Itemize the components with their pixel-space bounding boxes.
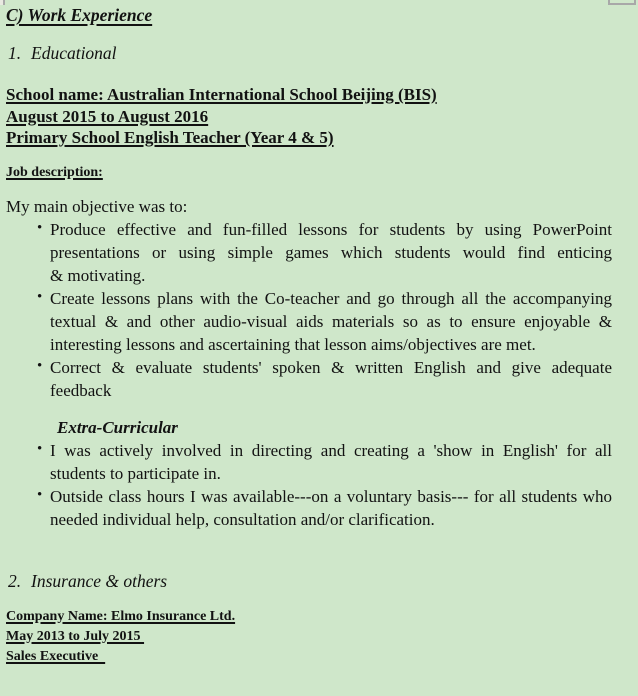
- objective-intro: My main objective was to:: [6, 196, 188, 216]
- subsection-number: 1.: [8, 43, 22, 63]
- employment-dates-line: August 2015 to August 2016: [6, 106, 209, 126]
- job-title-line: Primary School English Teacher (Year 4 & 5): [6, 128, 334, 147]
- list-item: [6, 356, 612, 402]
- company-name-line: Company Name: Elmo Insurance Ltd.: [6, 608, 236, 624]
- company-header-block: [6, 607, 612, 667]
- bullet-icon: •: [37, 486, 43, 503]
- extra-curricular-list: [6, 439, 612, 531]
- list-item: [6, 485, 612, 531]
- list-item-text: Correct & evaluate students' spoken & written English and give adequate feedback: [50, 357, 612, 400]
- subsection-insurance-heading: [6, 571, 612, 592]
- subsection-number: 2.: [8, 570, 22, 591]
- list-item-text: I was actively involved in directing and creating a 'show in English' for all students to participate in.: [50, 440, 612, 483]
- duties-list: [6, 218, 612, 402]
- section-heading: C) Work Experience: [6, 5, 153, 25]
- employment-dates-line: May 2013 to July 2015: [6, 628, 145, 644]
- subsection-educational-heading: [6, 43, 612, 64]
- bullet-icon: •: [37, 440, 43, 457]
- list-item-text: Create lessons plans with the Co-teacher and go through all the accompanying textual & and other audio-visual aids materials so as to ensure enjoyable & interesting lessons and ascertaining that lesson aims/objectives are met.: [50, 288, 612, 354]
- job-title-line: Sales Executive: [6, 648, 106, 664]
- list-item-text: Outside class hours I was available---on a voluntary basis--- for all students who needed individual help, consultation and/or clarification.: [50, 486, 612, 529]
- subsection-title: Insurance & others: [31, 570, 168, 591]
- bullet-icon: •: [37, 288, 43, 305]
- bullet-icon: •: [37, 357, 43, 374]
- list-item-text: Produce effective and fun-filled lessons for students by using PowerPoint presentations or using simple games which students would find enticing & motivating.: [50, 219, 612, 285]
- job-description-label: Job description:: [6, 164, 103, 180]
- extra-curricular-heading: Extra-Curricular: [57, 417, 178, 437]
- cropped-corner-artifact-right: [608, 0, 636, 5]
- job-header-block: [6, 84, 612, 149]
- list-item: [6, 218, 612, 287]
- cropped-corner-artifact-left: [0, 0, 5, 5]
- list-item: [6, 439, 612, 485]
- list-item: [6, 287, 612, 356]
- subsection-title: Educational: [31, 43, 117, 63]
- bullet-icon: •: [37, 219, 43, 236]
- school-name-line: School name: Australian International School Beijing (BIS): [6, 85, 437, 104]
